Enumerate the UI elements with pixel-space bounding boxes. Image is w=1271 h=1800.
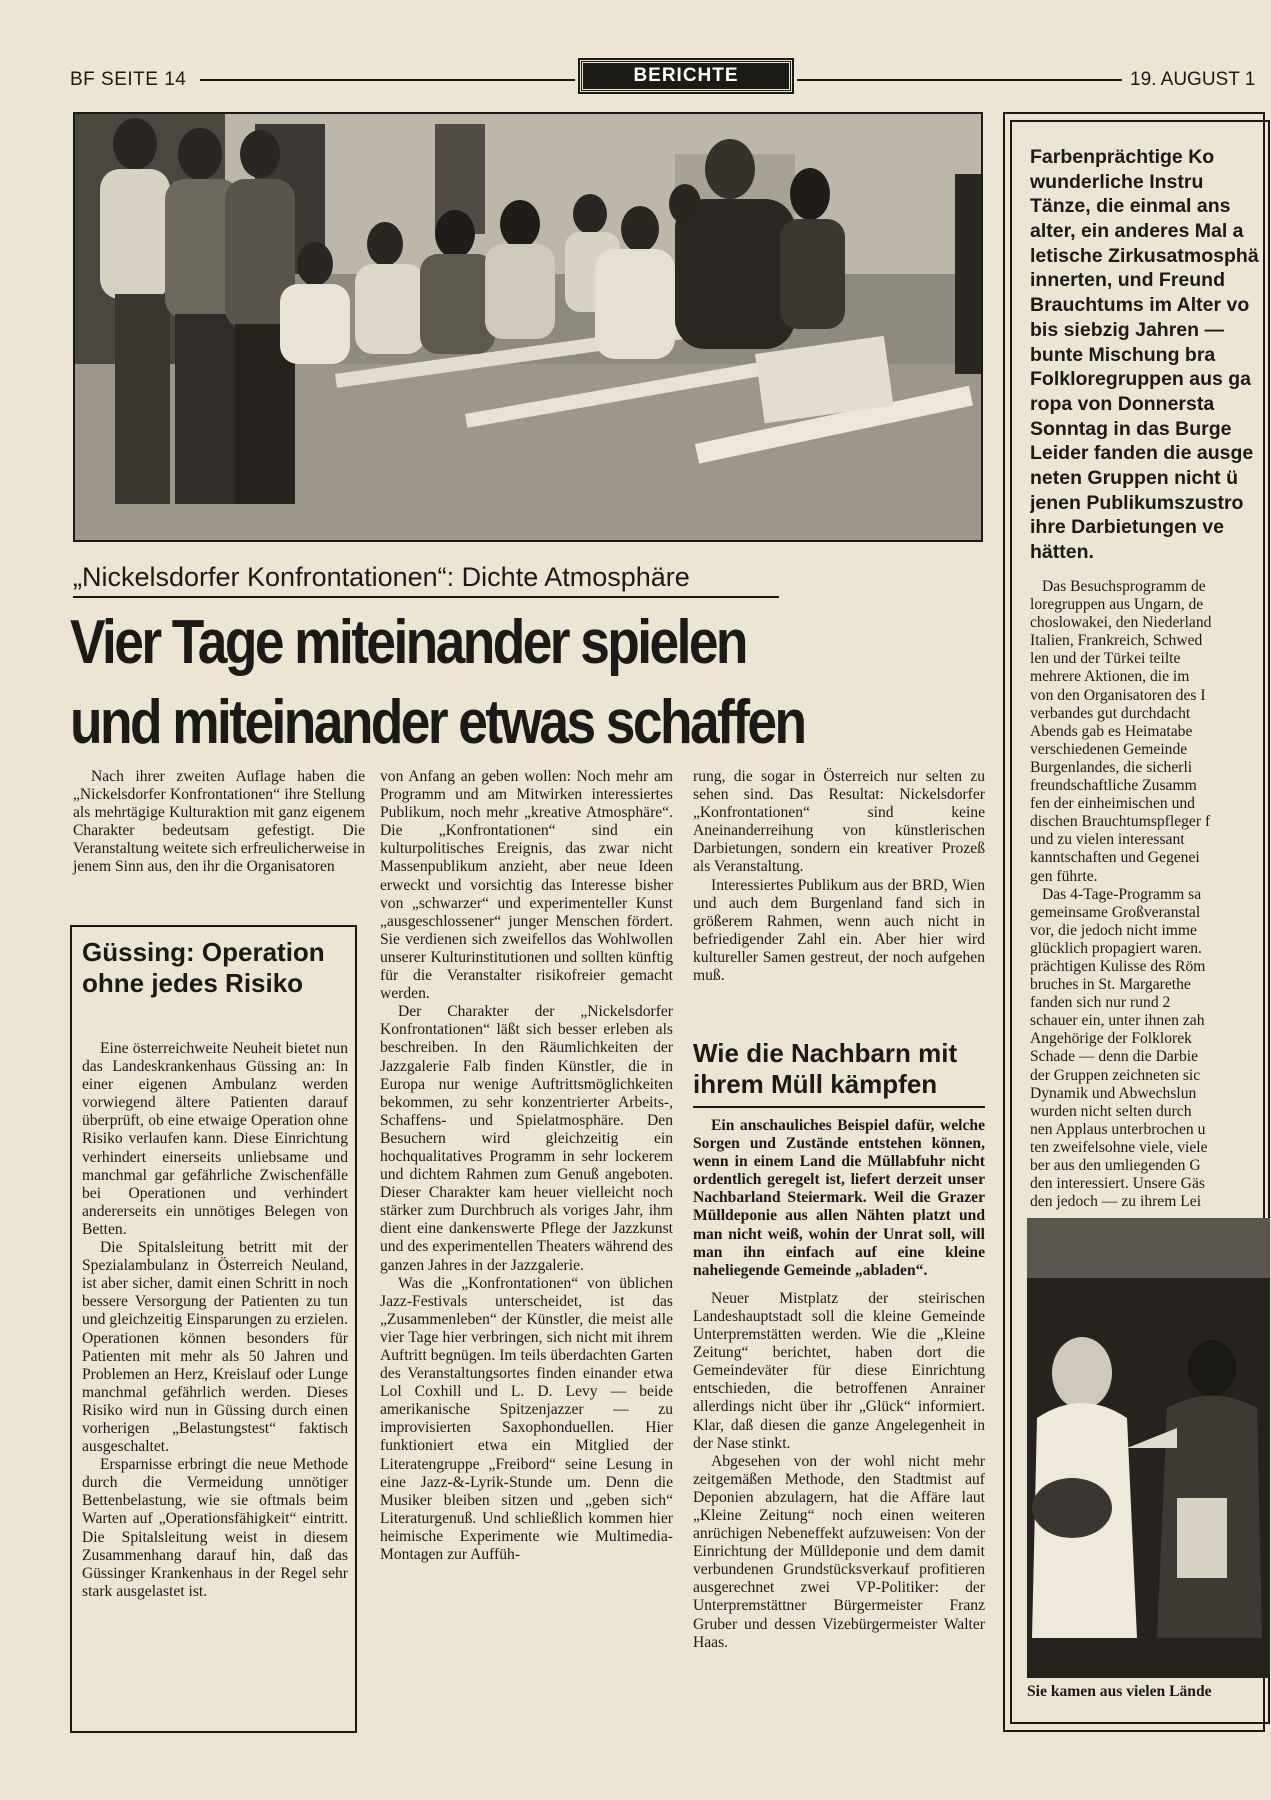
main-article-paragraph: Was die „Konfrontationen“ von üblichen Jazz-Festivals unterscheidet, ist das „Zusammenleben“ der Künstler, die meist alle vier Tage hier verbringen, sich nicht mit ihrem Auftritt begnügen. Im teils überdachten Garten des Veranstaltungsortes finden einander etwa Lol Coxhill und L. D. Levy — beide amerikanische Spitzenjazzer — zu improvisierten Saxophonduellen. Hier funktioniert etwa ein Mitglied der Literatengruppe „Freibord“ seine Lesung in eine Jazz-&-Lyrik-Stunde um. Denn die Musiker bleiben sitzen und „geben sich“ Literaturgenuß. Und schließlich kommen hier heimische Experimente wie Multimedia-Montagen zur Auffüh- xyxy=(380,1274,673,1564)
sidebar-body-line: loregruppen aus Ungarn, de xyxy=(1030,596,1204,614)
header-rule-right xyxy=(797,79,1122,81)
section-label: BERICHTE xyxy=(580,60,792,92)
sidebar-lead-line: Brauchtums im Alter vo xyxy=(1030,294,1250,317)
sidebar-lead-line: alter, ein anderes Mal a xyxy=(1030,220,1244,243)
sidebar-lead-line: bunte Mischung bra xyxy=(1030,343,1216,366)
sidebar-lead-line: ropa von Donnersta xyxy=(1030,392,1215,415)
sidebar-body-line: Italien, Frankreich, Schwed xyxy=(1030,632,1203,650)
main-article-paragraph: von Anfang an geben wollen: Noch mehr am Programm und am Mitwirken interessiertes Publikum, noch mehr „kreative Atmosphäre“. Die „Konfrontationen“ sind ein kulturpolitisches Ereignis, das zwar nicht Massenpublikum anzieht, aber neue Ideen erweckt und vorsichtig das Interesse bisher von „schwarzer“ und experimenteller Kunst „ausgeschlossener“ junger Menschen fördert. Sie verdienen sich zweifellos das Wohlwollen unserer Kulturinstitutionen und sollten künftig für die Veranstalter risikofreier gemacht werden. xyxy=(380,768,673,1003)
sidebar-body-line: vor, die jedoch nicht imme xyxy=(1030,921,1197,939)
sidebar-lead-line: Leider fanden die ausge xyxy=(1030,442,1254,465)
festival-photo xyxy=(73,112,983,542)
muell-paragraph-2: Abgesehen von der wohl nicht mehr zeitgemäßen Methode, den Stadtmist auf Deponien abzulagern, hat die Affäre laut „Kleine Zeitung“ noch einen weiteren anrüchigen Nebeneffekt aufzuweisen: Von der Einrichtung der Mülldeponie und dem damit verbundenen Grundstücksverkauf profitieren ausgerechnet zwei VP-Politiker: der Unterpremstättner Bürgermeister Franz Gruber und dessen Vizebürgermeister Walter Haas. xyxy=(693,1452,985,1651)
sidebar-body-line: und zu vielen interessant xyxy=(1030,831,1185,849)
sidebar-body-line: ber aus den umliegenden G xyxy=(1030,1157,1201,1174)
muell-paragraph-1: Neuer Mistplatz der steirischen Landeshauptstadt soll die kleine Gemeinde Unterpremstätten werden. Wie die „Kleine Zeitung“ berichtet, haben dort die Gemeindeväter für diese Einrichtung entschieden, die betroffenen Anrainer allerdings nicht über ihr „Glück“ informiert. Klar, daß diesen die ganze Angelegenheit in der Nase stinkt. xyxy=(693,1289,985,1452)
folklore-photo xyxy=(1027,1218,1270,1678)
kicker-rule xyxy=(73,596,779,598)
sidebar-body-line: fanden sich nur rund 2 xyxy=(1030,994,1171,1012)
sidebar-lead-line: ihre Darbietungen ve xyxy=(1030,516,1224,539)
sidebar-body-line: schauer ein, unter ihnen zah xyxy=(1030,1012,1205,1030)
headline-line-1: Vier Tage miteinander spielen xyxy=(70,608,746,677)
sidebar-lead-line: jenen Publikumszustro xyxy=(1030,491,1244,514)
sidebar-body-line: mehrere Aktionen, die im xyxy=(1030,668,1190,686)
sidebar-lead-line: Sonntag in das Burge xyxy=(1030,417,1232,440)
muell-lead: Ein anschauliches Beispiel dafür, welche Sorgen und Zustände entstehen können, wenn in einem Land die Müllabfuhr nicht ordentlich geregelt ist, liefert derzeit unser Nachbarland Steiermark. Weil die Grazer Mülldeponie aus allen Nähten platzt und man nicht weiß, wohin der Unrat soll, will man ihn einfach auf eine kleine naheliegende Gemeinde „abladen“. xyxy=(693,1117,985,1279)
sidebar-body-line: gemeinsame Großveranstal xyxy=(1030,903,1201,921)
sidebar-body-line: Angehörige der Folklorek xyxy=(1030,1030,1192,1048)
muell-article-body xyxy=(693,1117,985,1652)
muell-title-rule xyxy=(693,1106,985,1108)
sidebar-body-line: Das Besuchsprogramm de xyxy=(1042,578,1206,595)
gussing-paragraph-1: Eine österreichweite Neuheit bietet nun das Landeskrankenhaus Güssing an: In einer eigenen Ambulanz werden vorwiegend ältere Patienten darauf überprüft, ob eine etwaige Operation ohne Risiko verlaufen kann. Diese Einrichtung verhindert einerseits unliebsame und manchmal gar gefährliche Zwischenfälle bei Operationen und verhindert andererseits ein unnötiges Belegen von Betten. xyxy=(82,1040,348,1238)
gussing-paragraph-3: Ersparnisse erbringt die neue Methode durch die Vermeidung unnötiger Bettenbelastung, wie sie oftmals beim Warten auf „Operationsfähigkeit“ eintritt. Die Spitalsleitung weist in diesem Zusammenhang darauf hin, daß das Güssinger Krankenhaus in der Regel sehr stark ausgelastet ist. xyxy=(82,1456,348,1600)
sidebar-body-line: Dynamik und Abwechslun xyxy=(1030,1084,1197,1102)
muell-article-title: Wie die Nachbarn mit ihrem Müll kämpfen xyxy=(693,1038,958,1099)
sidebar-body-line: glücklich propagiert waren. xyxy=(1030,939,1202,957)
sidebar-lead-line: Folkloregruppen aus ga xyxy=(1030,368,1252,391)
sidebar-body-line: Das 4-Tage-Programm sa xyxy=(1042,885,1202,903)
sidebar-lead-line: letische Zirkusatmosphä xyxy=(1030,244,1259,267)
header-rule-left xyxy=(200,79,575,81)
main-article-paragraph: Der Charakter der „Nickelsdorfer Konfrontationen“ läßt sich besser erleben als beschreiben. In den Räumlichkeiten der Jazzgalerie Falb finden Künstler, die in Europa nur wenige Auftrittsmöglichkeiten bekommen, zu sehr konzentrierter Arbeits-, Schaffens- und Spielatmosphäre. Den Besuchern wird gleichzeitig ein hochqualitatives Programm in sehr lockerem und dichtem Rahmen zum Genuß angeboten. Dieser Charakter kam heuer vielleicht noch stärker zum Durchbruch als voriges Jahr, ihm dient eine dankenswerte Pflege der Jazzkunst und des experimentellen Theaters während des ganzen Jahres in der Jazzgalerie. xyxy=(380,1003,673,1274)
gussing-paragraph-2: Die Spitalsleitung betritt mit der Spezialambulanz in Österreich Neuland, ist aber sicher, damit einen Schritt in noch bessere Versorgung der Patienten zu tun und gleichzeitig Einsparungen zu erzielen. Operationen können besonders für Patienten mit mehr als 50 Jahren und Problemen an Herz, Kreislauf oder Lunge manchmal gefährlich werden. Dieses Risiko wird nun in Güssing durch einen vorherigen „Belastungstest“ faktisch ausgeschaltet. xyxy=(82,1239,348,1456)
sidebar-body-line: nen Applaus unterbrochen u xyxy=(1030,1120,1206,1138)
folklore-photo-caption: Sie kamen aus vielen Lände xyxy=(1027,1683,1212,1700)
page-label: BF SEITE 14 xyxy=(70,69,187,90)
sidebar-body-line: der Gruppen zeichneten sic xyxy=(1030,1066,1201,1084)
sidebar-body-line: den jedoch — zu ihrem Lei xyxy=(1030,1193,1202,1211)
issue-date: 19. AUGUST 1 xyxy=(1130,69,1256,90)
sidebar-lead-line: Farbenprächtige Ko xyxy=(1030,146,1215,168)
gussing-article-body xyxy=(82,1040,348,1601)
sidebar-body-line: len und der Türkei teilte xyxy=(1030,650,1181,668)
main-article-column-3 xyxy=(693,768,985,985)
article-kicker: „Nickelsdorfer Konfrontationen“: Dichte Atmosphäre xyxy=(73,562,690,592)
main-article-column-1 xyxy=(73,768,365,877)
sidebar-lead-line: innerten, und Freund xyxy=(1030,269,1225,292)
sidebar-lead xyxy=(1030,145,1270,565)
sidebar-lead-line: hätten. xyxy=(1030,541,1094,563)
sidebar-body-line: Schade — denn die Darbie xyxy=(1030,1048,1199,1066)
sidebar-lead-line: wunderliche Instru xyxy=(1030,170,1204,193)
main-article-paragraph: Nach ihrer zweiten Auflage haben die „Nickelsdorfer Konfrontationen“ ihre Stellung als mehrtägige Kulturaktion mit ganz eigenem Charakter bedeutsam gefestigt. Die Veranstaltung weitete sich erfreulicherweise in jenem Sinn aus, den ihr die Organisatoren xyxy=(73,768,365,876)
sidebar-body-line: ten zweifelsohne viele, viele xyxy=(1030,1138,1208,1156)
sidebar-body-line: Burgenlandes, die sicherli xyxy=(1030,758,1193,776)
sidebar-lead-line: neten Gruppen nicht ü xyxy=(1030,466,1238,489)
sidebar-lead-line: bis siebzig Jahren — xyxy=(1030,318,1224,341)
sidebar-body-line: von den Organisatoren des I xyxy=(1030,686,1206,704)
sidebar-body-line: kanntschaften und Gegenei xyxy=(1030,849,1200,867)
sidebar-body-line: bruches in St. Margarethe xyxy=(1030,976,1191,994)
sidebar-body-line: wurden nicht selten durch xyxy=(1030,1102,1192,1120)
sidebar-body-line: den interessiert. Unsere Gäs xyxy=(1030,1175,1205,1193)
sidebar-body-line: prächtigen Kulisse des Röm xyxy=(1030,957,1206,975)
festival-photo-illustration xyxy=(75,114,981,540)
folklore-photo-illustration xyxy=(1027,1218,1270,1678)
sidebar-body-line: verbandes gut durchdacht xyxy=(1030,704,1191,722)
sidebar-body-line: freundschaftliche Zusamm xyxy=(1030,777,1197,795)
gussing-article-title: Güssing: Operation ohne jedes Risiko xyxy=(82,937,325,998)
sidebar-body xyxy=(1030,578,1270,1211)
sidebar-body-line: fen der einheimischen und xyxy=(1030,795,1195,813)
sidebar-body-line: Abends gab es Heimatabe xyxy=(1030,722,1193,740)
sidebar-body-line: gen führte. xyxy=(1030,867,1098,885)
sidebar-body-line: choslowakei, den Niederland xyxy=(1030,614,1212,632)
main-article-paragraph: rung, die sogar in Österreich nur selten zu sehen sind. Das Resultat: Nickelsdorfer „Konfrontationen“ sind keine Aneinanderreihung von künstlerischen Darbietungen, sondern ein kreativer Prozeß als Veranstaltung. xyxy=(693,768,985,876)
headline-line-2: und miteinander etwas schaffen xyxy=(70,688,805,757)
main-article-column-2 xyxy=(380,768,673,1564)
sidebar-body-line: verschiedenen Gemeinde xyxy=(1030,740,1188,758)
main-article-paragraph: Interessiertes Publikum aus der BRD, Wien und auch dem Burgenland fand sich in größerem Rahmen, wenn auch nicht in befriedigender Zahl ein. Aber hier wird kultureller Samen gestreut, der noch aufgehen muß. xyxy=(693,876,985,985)
sidebar-body-line: dischen Brauchtumspfleger f xyxy=(1030,813,1211,831)
sidebar-lead-line: Tänze, die einmal ans xyxy=(1030,195,1231,218)
